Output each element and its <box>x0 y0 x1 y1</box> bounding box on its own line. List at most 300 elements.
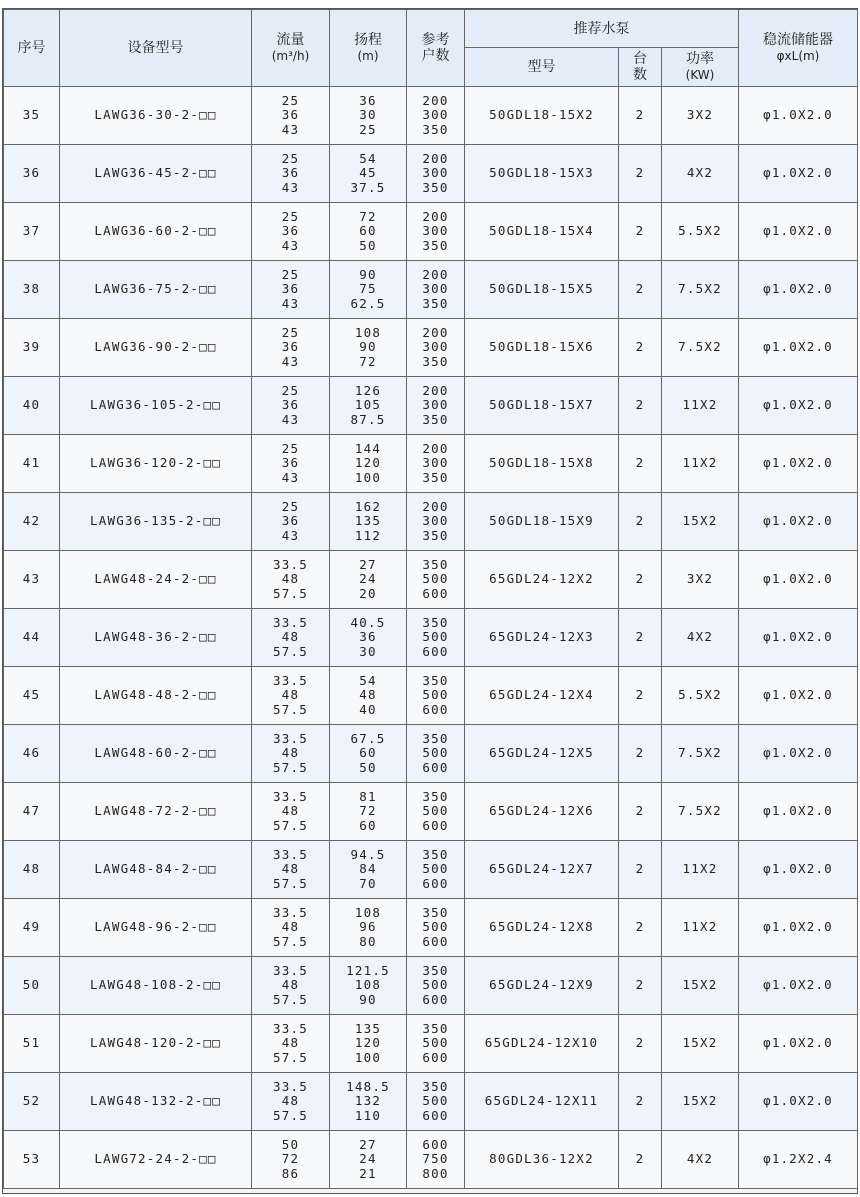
cell-seq: 49 <box>4 899 60 957</box>
cell-flow-value: 25 <box>281 498 300 514</box>
cell-flow-value: 48 <box>281 629 300 645</box>
cell-households-value: 200 <box>422 440 449 456</box>
cell-head-value: 135 <box>354 1020 382 1036</box>
cell-head-value: 60 <box>359 745 377 761</box>
cell-head-value: 110 <box>354 1107 382 1123</box>
cell-households-value: 200 <box>422 498 449 514</box>
cell-power: 11X2 <box>662 841 739 899</box>
cell-tank: φ1.0X2.0 <box>739 435 858 493</box>
cell-seq: 35 <box>4 87 60 145</box>
cell-flow-value: 25 <box>281 324 300 340</box>
cell-tank: φ1.0X2.0 <box>739 551 858 609</box>
cell-seq: 48 <box>4 841 60 899</box>
cell-pump-model: 65GDL24-12X3 <box>465 609 619 667</box>
cell-power: 15X2 <box>662 957 739 1015</box>
cell-households-value: 300 <box>422 455 449 471</box>
cell-households-value: 300 <box>422 339 449 355</box>
cell-flow <box>252 609 330 667</box>
cell-power: 7.5X2 <box>662 261 739 319</box>
cell-households-value: 500 <box>422 745 449 761</box>
cell-flow-value: 25 <box>281 150 300 166</box>
cell-head <box>330 377 407 435</box>
cell-flow-value: 36 <box>281 339 300 355</box>
header-pump-model: 型号 <box>465 48 619 87</box>
header-pump-power-unit: (KW) <box>685 68 715 82</box>
cell-head-value: 144 <box>354 440 382 456</box>
cell-households-value: 300 <box>422 397 449 413</box>
cell-model: LAWG36-105-2-□□ <box>60 377 252 435</box>
cell-households-value: 350 <box>422 179 449 195</box>
cell-head-value: 25 <box>359 121 377 137</box>
cell-model: LAWG48-120-2-□□ <box>60 1015 252 1073</box>
cell-head <box>330 1131 407 1189</box>
table-row <box>4 493 858 551</box>
cell-power: 7.5X2 <box>662 319 739 377</box>
cell-flow-value: 48 <box>281 571 300 587</box>
cell-flow-value: 48 <box>281 687 300 703</box>
cell-households-value: 800 <box>422 1165 449 1181</box>
cell-pump-count: 2 <box>619 783 662 841</box>
cell-power: 3X2 <box>662 551 739 609</box>
header-tank-unit: φxL(m) <box>776 49 820 63</box>
cell-model: LAWG48-48-2-□□ <box>60 667 252 725</box>
table-body <box>4 87 858 1189</box>
cell-flow <box>252 261 330 319</box>
cell-head-value: 36 <box>359 629 377 645</box>
cell-flow-value: 48 <box>281 1035 300 1051</box>
cell-model: LAWG36-30-2-□□ <box>60 87 252 145</box>
cell-flow-value: 57.5 <box>273 933 308 949</box>
cell-households-value: 600 <box>422 817 449 833</box>
cell-households-value: 300 <box>422 223 449 239</box>
cell-flow-value: 57.5 <box>273 817 308 833</box>
cell-tank: φ1.0X2.0 <box>739 203 858 261</box>
cell-households-value: 350 <box>422 962 449 978</box>
cell-households-value: 200 <box>422 92 449 108</box>
cell-households-value: 600 <box>422 759 449 775</box>
cell-head <box>330 1073 407 1131</box>
cell-households-value: 350 <box>422 121 449 137</box>
cell-head-value: 112 <box>354 527 382 543</box>
cell-pump-model: 50GDL18-15X2 <box>465 87 619 145</box>
cell-households-value: 500 <box>422 1035 449 1051</box>
cell-pump-count: 2 <box>619 87 662 145</box>
cell-households-value: 500 <box>422 919 449 935</box>
cell-model: LAWG36-120-2-□□ <box>60 435 252 493</box>
cell-seq: 53 <box>4 1131 60 1189</box>
table-row <box>4 667 858 725</box>
cell-model: LAWG36-45-2-□□ <box>60 145 252 203</box>
cell-households <box>407 145 465 203</box>
cell-model: LAWG48-108-2-□□ <box>60 957 252 1015</box>
header-tank-label: 稳流储能器 <box>763 32 833 48</box>
cell-flow-value: 36 <box>281 107 300 123</box>
cell-households-value: 600 <box>422 991 449 1007</box>
cell-model: LAWG36-60-2-□□ <box>60 203 252 261</box>
cell-pump-count: 2 <box>619 551 662 609</box>
cell-flow <box>252 493 330 551</box>
table-row <box>4 1015 858 1073</box>
cell-households <box>407 203 465 261</box>
cell-flow <box>252 87 330 145</box>
cell-pump-model: 80GDL36-12X2 <box>465 1131 619 1189</box>
cell-flow-value: 36 <box>281 513 300 529</box>
cell-seq: 44 <box>4 609 60 667</box>
cell-pump-model: 50GDL18-15X8 <box>465 435 619 493</box>
cell-flow-value: 36 <box>281 397 300 413</box>
cell-head <box>330 145 407 203</box>
cell-tank: φ1.0X2.0 <box>739 783 858 841</box>
cell-power: 15X2 <box>662 493 739 551</box>
cell-seq: 43 <box>4 551 60 609</box>
cell-flow-value: 33.5 <box>273 672 308 688</box>
cell-model: LAWG48-60-2-□□ <box>60 725 252 783</box>
cell-head <box>330 261 407 319</box>
cell-model: LAWG48-36-2-□□ <box>60 609 252 667</box>
cell-flow-value: 33.5 <box>273 1020 308 1036</box>
cell-flow-value: 57.5 <box>273 875 308 891</box>
cell-head-value: 21 <box>359 1165 377 1181</box>
cell-flow <box>252 1131 330 1189</box>
cell-pump-model: 65GDL24-12X5 <box>465 725 619 783</box>
cell-flow-value: 36 <box>281 223 300 239</box>
cell-flow-value: 50 <box>281 1136 300 1152</box>
cell-seq: 42 <box>4 493 60 551</box>
cell-power: 4X2 <box>662 145 739 203</box>
cell-head-value: 40 <box>359 701 377 717</box>
cell-households-value: 500 <box>422 803 449 819</box>
equipment-spec-table <box>3 9 858 1189</box>
cell-power: 5.5X2 <box>662 203 739 261</box>
cell-flow-value: 33.5 <box>273 614 308 630</box>
cell-households-value: 350 <box>422 788 449 804</box>
table-row <box>4 1131 858 1189</box>
table-row <box>4 725 858 783</box>
header-households-line1: 参考 <box>421 32 450 48</box>
cell-power: 7.5X2 <box>662 725 739 783</box>
cell-households-value: 200 <box>422 324 449 340</box>
cell-tank: φ1.0X2.0 <box>739 899 858 957</box>
cell-power: 4X2 <box>662 609 739 667</box>
cell-households-value: 350 <box>422 1020 449 1036</box>
cell-head <box>330 435 407 493</box>
cell-pump-model: 65GDL24-12X11 <box>465 1073 619 1131</box>
cell-flow-value: 48 <box>281 977 300 993</box>
cell-model: LAWG48-24-2-□□ <box>60 551 252 609</box>
cell-head <box>330 1015 407 1073</box>
cell-tank: φ1.0X2.0 <box>739 377 858 435</box>
cell-seq: 47 <box>4 783 60 841</box>
cell-head-value: 60 <box>359 223 377 239</box>
cell-head-value: 90 <box>359 991 377 1007</box>
cell-head-value: 87.5 <box>350 411 386 427</box>
header-households <box>407 10 465 87</box>
cell-households-value: 600 <box>422 643 449 659</box>
cell-head-value: 24 <box>359 571 377 587</box>
cell-households-value: 350 <box>422 730 449 746</box>
cell-pump-model: 65GDL24-12X9 <box>465 957 619 1015</box>
cell-head-value: 105 <box>354 397 382 413</box>
cell-households-value: 600 <box>422 701 449 717</box>
cell-model: LAWG36-135-2-□□ <box>60 493 252 551</box>
cell-power: 4X2 <box>662 1131 739 1189</box>
table-row <box>4 1073 858 1131</box>
cell-head <box>330 783 407 841</box>
cell-households-value: 500 <box>422 977 449 993</box>
cell-head-value: 40.5 <box>350 614 386 630</box>
header-model: 设备型号 <box>60 10 252 87</box>
cell-power: 11X2 <box>662 435 739 493</box>
cell-head <box>330 899 407 957</box>
table-row <box>4 783 858 841</box>
cell-model: LAWG48-84-2-□□ <box>60 841 252 899</box>
cell-households <box>407 493 465 551</box>
cell-flow-value: 43 <box>281 353 300 369</box>
cell-flow-value: 25 <box>281 440 300 456</box>
cell-households-value: 350 <box>422 904 449 920</box>
cell-flow-value: 48 <box>281 803 300 819</box>
cell-pump-model: 65GDL24-12X10 <box>465 1015 619 1073</box>
cell-households <box>407 783 465 841</box>
cell-head-value: 60 <box>359 817 377 833</box>
cell-flow-value: 57.5 <box>273 1049 308 1065</box>
table-row <box>4 261 858 319</box>
cell-households-value: 300 <box>422 165 449 181</box>
cell-households-value: 350 <box>422 411 449 427</box>
cell-head-value: 30 <box>359 643 377 659</box>
cell-head <box>330 551 407 609</box>
cell-households <box>407 609 465 667</box>
cell-seq: 39 <box>4 319 60 377</box>
cell-pump-count: 2 <box>619 1015 662 1073</box>
cell-head <box>330 493 407 551</box>
cell-head-value: 148.5 <box>346 1078 390 1094</box>
cell-households-value: 350 <box>422 846 449 862</box>
cell-head <box>330 87 407 145</box>
cell-flow <box>252 957 330 1015</box>
cell-tank: φ1.0X2.0 <box>739 667 858 725</box>
table-row <box>4 609 858 667</box>
cell-head <box>330 319 407 377</box>
cell-households-value: 350 <box>422 672 449 688</box>
cell-flow-value: 72 <box>281 1151 300 1167</box>
cell-tank: φ1.0X2.0 <box>739 725 858 783</box>
cell-pump-model: 65GDL24-12X7 <box>465 841 619 899</box>
cell-households-value: 200 <box>422 266 449 282</box>
cell-seq: 41 <box>4 435 60 493</box>
cell-households <box>407 899 465 957</box>
header-pump-group: 推荐水泵 <box>465 10 739 48</box>
table-header <box>4 10 858 87</box>
cell-power: 11X2 <box>662 377 739 435</box>
header-pump-count <box>619 48 662 87</box>
cell-households <box>407 551 465 609</box>
cell-households <box>407 1073 465 1131</box>
cell-power: 11X2 <box>662 899 739 957</box>
cell-households <box>407 667 465 725</box>
cell-households <box>407 435 465 493</box>
cell-flow-value: 43 <box>281 527 300 543</box>
table-row <box>4 319 858 377</box>
cell-pump-model: 65GDL24-12X6 <box>465 783 619 841</box>
cell-households-value: 600 <box>422 585 449 601</box>
cell-seq: 36 <box>4 145 60 203</box>
cell-flow-value: 33.5 <box>273 556 308 572</box>
cell-model: LAWG72-24-2-□□ <box>60 1131 252 1189</box>
cell-flow-value: 33.5 <box>273 962 308 978</box>
cell-head <box>330 609 407 667</box>
cell-households-value: 300 <box>422 107 449 123</box>
cell-head-value: 50 <box>359 237 377 253</box>
cell-tank: φ1.0X2.0 <box>739 1015 858 1073</box>
cell-households <box>407 87 465 145</box>
cell-households-value: 350 <box>422 527 449 543</box>
cell-head-value: 96 <box>359 919 377 935</box>
cell-flow <box>252 435 330 493</box>
cell-power: 15X2 <box>662 1015 739 1073</box>
cell-households-value: 750 <box>422 1151 449 1167</box>
cell-flow-value: 33.5 <box>273 730 308 746</box>
cell-head <box>330 957 407 1015</box>
cell-pump-count: 2 <box>619 1073 662 1131</box>
cell-households-value: 350 <box>422 353 449 369</box>
spec-table-frame <box>2 8 858 1194</box>
cell-head-value: 132 <box>354 1093 382 1109</box>
cell-head <box>330 725 407 783</box>
cell-households <box>407 377 465 435</box>
cell-head-value: 72 <box>359 353 377 369</box>
header-households-line2: 户数 <box>421 48 450 64</box>
cell-flow-value: 86 <box>281 1165 300 1181</box>
cell-power: 5.5X2 <box>662 667 739 725</box>
cell-pump-count: 2 <box>619 841 662 899</box>
cell-flow-value: 33.5 <box>273 904 308 920</box>
cell-head-value: 135 <box>354 513 382 529</box>
cell-model: LAWG48-72-2-□□ <box>60 783 252 841</box>
cell-flow-value: 36 <box>281 455 300 471</box>
header-pump-count-line1: 台 <box>633 51 647 67</box>
header-pump-power <box>662 48 739 87</box>
cell-pump-count: 2 <box>619 319 662 377</box>
cell-head-value: 24 <box>359 1151 377 1167</box>
cell-pump-model: 65GDL24-12X4 <box>465 667 619 725</box>
cell-flow-value: 43 <box>281 121 300 137</box>
cell-tank: φ1.0X2.0 <box>739 841 858 899</box>
cell-flow <box>252 203 330 261</box>
cell-flow-value: 57.5 <box>273 759 308 775</box>
cell-head-value: 72 <box>359 803 377 819</box>
cell-pump-count: 2 <box>619 1131 662 1189</box>
cell-flow-value: 57.5 <box>273 991 308 1007</box>
cell-pump-model: 50GDL18-15X5 <box>465 261 619 319</box>
header-head <box>330 10 407 87</box>
cell-head-value: 108 <box>354 977 382 993</box>
cell-head <box>330 841 407 899</box>
cell-power: 7.5X2 <box>662 783 739 841</box>
cell-flow-value: 36 <box>281 281 300 297</box>
cell-pump-count: 2 <box>619 725 662 783</box>
cell-flow <box>252 145 330 203</box>
cell-head-value: 72 <box>359 208 377 224</box>
table-row <box>4 377 858 435</box>
table-row <box>4 145 858 203</box>
header-pump-power-label: 功率 <box>686 51 714 67</box>
cell-households-value: 200 <box>422 150 449 166</box>
cell-flow-value: 43 <box>281 295 300 311</box>
cell-flow-value: 25 <box>281 266 300 282</box>
cell-flow <box>252 319 330 377</box>
table-row <box>4 551 858 609</box>
cell-households-value: 350 <box>422 614 449 630</box>
cell-tank: φ1.2X2.4 <box>739 1131 858 1189</box>
cell-head-value: 100 <box>354 1049 382 1065</box>
cell-pump-model: 65GDL24-12X2 <box>465 551 619 609</box>
cell-flow-value: 25 <box>281 208 300 224</box>
cell-households <box>407 319 465 377</box>
cell-households <box>407 1015 465 1073</box>
cell-flow-value: 57.5 <box>273 701 308 717</box>
cell-pump-count: 2 <box>619 145 662 203</box>
cell-head-value: 36 <box>359 92 377 108</box>
cell-households <box>407 261 465 319</box>
cell-households-value: 600 <box>422 875 449 891</box>
cell-head-value: 90 <box>359 339 377 355</box>
table-row <box>4 203 858 261</box>
cell-flow <box>252 377 330 435</box>
cell-head-value: 162 <box>354 498 382 514</box>
cell-flow <box>252 725 330 783</box>
header-tank <box>739 10 858 87</box>
cell-head-value: 94.5 <box>350 846 386 862</box>
cell-flow <box>252 783 330 841</box>
cell-households-value: 600 <box>422 1136 449 1152</box>
cell-head-value: 54 <box>359 672 377 688</box>
cell-households <box>407 957 465 1015</box>
cell-head-value: 84 <box>359 861 377 877</box>
cell-head-value: 121.5 <box>346 962 390 978</box>
cell-households-value: 500 <box>422 629 449 645</box>
cell-pump-model: 50GDL18-15X4 <box>465 203 619 261</box>
cell-head-value: 50 <box>359 759 377 775</box>
cell-model: LAWG48-132-2-□□ <box>60 1073 252 1131</box>
cell-flow <box>252 1015 330 1073</box>
cell-flow <box>252 899 330 957</box>
cell-pump-model: 50GDL18-15X9 <box>465 493 619 551</box>
table-row <box>4 957 858 1015</box>
cell-head-value: 120 <box>354 455 382 471</box>
cell-flow-value: 48 <box>281 745 300 761</box>
cell-pump-count: 2 <box>619 667 662 725</box>
table-row <box>4 899 858 957</box>
cell-head-value: 120 <box>354 1035 382 1051</box>
cell-head-value: 81 <box>359 788 377 804</box>
cell-pump-model: 50GDL18-15X7 <box>465 377 619 435</box>
cell-head-value: 54 <box>359 150 377 166</box>
cell-households-value: 200 <box>422 382 449 398</box>
header-flow-label: 流量 <box>276 32 305 48</box>
cell-head-value: 27 <box>359 556 377 572</box>
cell-tank: φ1.0X2.0 <box>739 87 858 145</box>
cell-head-value: 37.5 <box>350 179 386 195</box>
cell-flow-value: 57.5 <box>273 643 308 659</box>
cell-head-value: 62.5 <box>350 295 386 311</box>
cell-households-value: 200 <box>422 208 449 224</box>
cell-households-value: 500 <box>422 1093 449 1109</box>
header-flow-unit: (m³/h) <box>271 49 310 63</box>
cell-households-value: 300 <box>422 513 449 529</box>
cell-tank: φ1.0X2.0 <box>739 319 858 377</box>
cell-seq: 37 <box>4 203 60 261</box>
